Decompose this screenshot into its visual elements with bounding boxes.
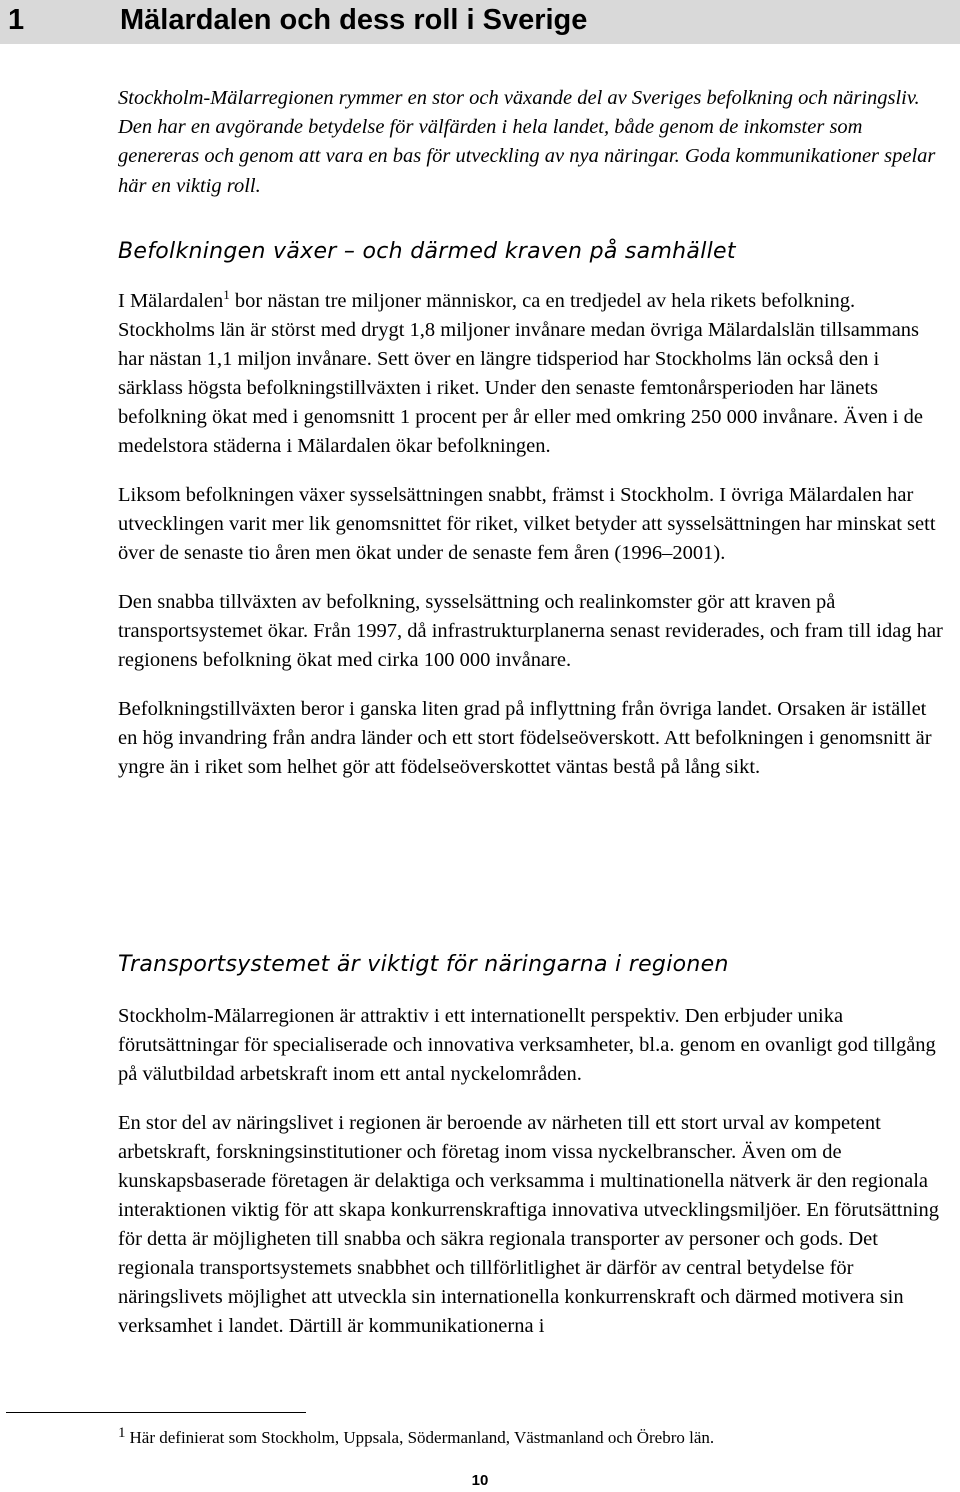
paragraph: Liksom befolkningen växer sysselsättningen snabbt, främst i Stockholm. I övriga Mälardalen har utvecklingen varit mer lik genomsnittet för riket, vilket betyder att sysselsättningen har minskat sett över de senaste tio åren men ökat under de senaste fem åren (1996–2001). bbox=[118, 484, 936, 564]
paragraph: En stor del av näringslivet i regionen är beroende av närheten till ett stort urval av kompetent arbetskraft, forskningsinstitutioner och företag inom vissa nyckelbranscher. Även om de kunskapsbaserade företagen är delaktiga och verksamma i multinationella nätverk är den regionala interaktionen viktig för att skapa konkurrenskraftiga innovativa utvecklingsmiljöer. En förutsättning för detta är möjligheten till snabba och säkra regionala transporter av personer och gods. Det regionala transportsystemets snabbhet och tillförlitlighet är därför av central betydelse för näringslivets möjlighet att utveckla sin internationella konkurrenskraft och därmed motivera sin verksamhet i landet. Därtill är kommunikationerna i bbox=[118, 1112, 939, 1337]
section-population bbox=[118, 237, 948, 802]
paragraph-rest: bor nästan tre miljoner människor, ca en tredjedel av hela rikets befolkning. Stockholms län är störst med drygt 1,8 miljoner invånare medan övriga Mälardalslän tillsammans har nästan 1,1 miljon invånare. Sett över en längre tidsperiod har Stockholms län också den i särklass högsta befolkningstillväxten i riket. Under den senaste femtonårsperioden har länets befolkning ökat med i genomsnitt 1 procent per år eller med omkring 250 000 invånare. Även i de medelstora städerna i Mälardalen ökar befolkningen. bbox=[118, 290, 923, 457]
paragraph: Stockholm-Mälarregionen är attraktiv i ett internationellt perspektiv. Den erbjuder unika förutsättningar för specialiserade och innovativa verksamheter, bl.a. genom en ovanligt god tillgång på välutbildad arbetskraft inom ett antal nyckelområden. bbox=[118, 1005, 936, 1085]
footnote-divider bbox=[6, 1412, 306, 1413]
footnote bbox=[118, 1426, 948, 1450]
paragraph-start: I Mälardalen bbox=[118, 290, 224, 312]
page-number: 10 bbox=[471, 1472, 489, 1489]
chapter-title: Mälardalen och dess roll i Sverige bbox=[120, 4, 588, 36]
intro-paragraph-block bbox=[118, 84, 948, 201]
footnote-number: 1 bbox=[118, 1425, 126, 1441]
chapter-number: 1 bbox=[8, 4, 25, 36]
intro-paragraph: Stockholm-Mälarregionen rymmer en stor och växande del av Sveriges befolkning och näringsliv. Den har en avgörande betydelse för välfärden i hela landet, både genom de inkomster som genereras och genom att vara en bas för utveckling av nya näringar. Goda kommunikationer spelar här en viktig roll. bbox=[118, 87, 936, 197]
footnote-text: Här definierat som Stockholm, Uppsala, Södermanland, Västmanland och Örebro län. bbox=[129, 1428, 715, 1447]
section-body-transport bbox=[118, 1002, 948, 1341]
paragraph: Den snabba tillväxten av befolkning, sysselsättning och realinkomster gör att kraven på transportsystemet ökar. Från 1997, då infrastrukturplanerna senast reviderades, och fram till idag har regionens befolkning ökat med cirka 100 000 invånare. bbox=[118, 591, 943, 671]
section-heading-population: Befolkningen växer – och därmed kraven på samhället bbox=[118, 239, 736, 264]
footnote-reference: 1 bbox=[223, 287, 230, 302]
paragraph: Befolkningstillväxten beror i ganska liten grad på inflyttning från övriga landet. Orsaken är istället en hög invandring från andra länder och ett stort födelseöverskott. Att befolkningen i genomsnitt är yngre än i riket som helhet gör att födelseöverskottet väntas bestå på lång sikt. bbox=[118, 698, 932, 778]
section-body-population bbox=[118, 287, 948, 782]
section-heading-transport: Transportsystemet är viktigt för näringarna i regionen bbox=[118, 952, 729, 977]
chapter-header bbox=[0, 0, 960, 44]
paragraph bbox=[118, 287, 948, 461]
section-transport bbox=[118, 950, 948, 1361]
